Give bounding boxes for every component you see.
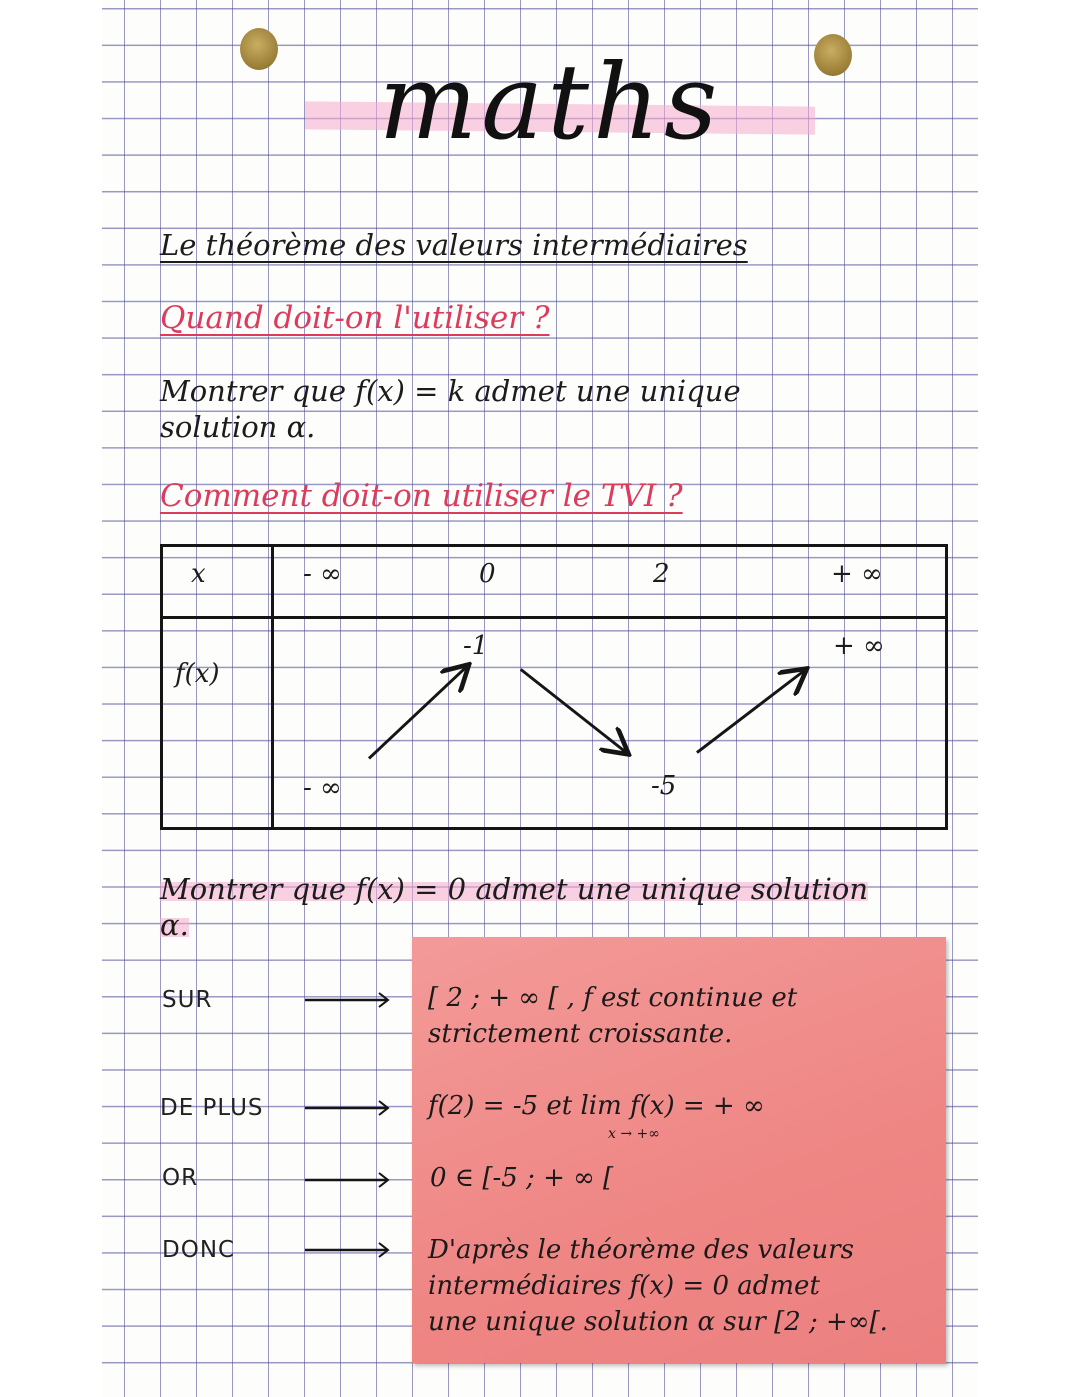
exercise-statement-line2: α. xyxy=(160,908,189,942)
page-title: maths xyxy=(378,41,722,163)
step-text-de-plus: f(2) = -5 et lim f(x) = + ∞ xyxy=(428,1091,765,1121)
section-how-title: Comment doit-on utiliser le TVI ? xyxy=(160,478,683,514)
section-when-title: Quand doit-on l'utiliser ? xyxy=(160,300,550,336)
section-when-text-line1: Montrer que f(x) = k admet une unique xyxy=(160,374,741,408)
x-value-minus-inf: - ∞ xyxy=(303,559,342,589)
step-label-de-plus: DE PLUS xyxy=(160,1095,264,1121)
binder-hole-right xyxy=(814,34,852,76)
f-value-at-0: -1 xyxy=(463,631,489,661)
f-value-minus-inf: - ∞ xyxy=(303,773,342,803)
main-heading: Le théorème des valeurs intermédiaires xyxy=(160,228,748,262)
arrow-down-icon xyxy=(521,669,627,752)
step-label-donc: DONC xyxy=(162,1237,236,1263)
x-value-0: 0 xyxy=(479,559,496,589)
arrow-right-icon xyxy=(305,1098,391,1118)
step-label-or: OR xyxy=(162,1165,199,1191)
arrow-right-icon xyxy=(305,1170,391,1190)
exercise-statement-line1: Montrer que f(x) = 0 admet une unique solution xyxy=(160,872,869,906)
arrow-right-icon xyxy=(305,1240,391,1260)
step-label-sur: SUR xyxy=(162,987,213,1013)
arrow-up-icon xyxy=(369,666,467,758)
step-text-donc-line1: D'après le théorème des valeurs xyxy=(428,1235,854,1265)
limit-subscript: x → +∞ xyxy=(608,1126,660,1142)
step-text-sur-line2: strictement croissante. xyxy=(428,1019,733,1049)
x-value-plus-inf: + ∞ xyxy=(831,559,883,589)
f-value-plus-inf: + ∞ xyxy=(833,631,885,661)
x-value-2: 2 xyxy=(653,559,670,589)
row-label-x: x xyxy=(191,559,206,589)
variation-table xyxy=(160,544,948,830)
step-text-or: 0 ∈ [-5 ; + ∞ [ xyxy=(430,1163,614,1193)
section-when-text-line2: solution α. xyxy=(160,410,316,444)
f-value-at-2: -5 xyxy=(651,771,677,801)
step-text-donc-line3: une unique solution α sur [2 ; +∞[. xyxy=(428,1307,888,1337)
arrow-up-icon xyxy=(697,670,805,752)
arrow-right-icon xyxy=(305,990,391,1010)
binder-hole-left xyxy=(240,28,278,70)
variation-arrows xyxy=(163,547,945,827)
step-text-donc-line2: intermédiaires f(x) = 0 admet xyxy=(428,1271,820,1301)
row-label-fx: f(x) xyxy=(175,659,220,689)
step-text-sur-line1: [ 2 ; + ∞ [ , f est continue et xyxy=(428,983,798,1013)
